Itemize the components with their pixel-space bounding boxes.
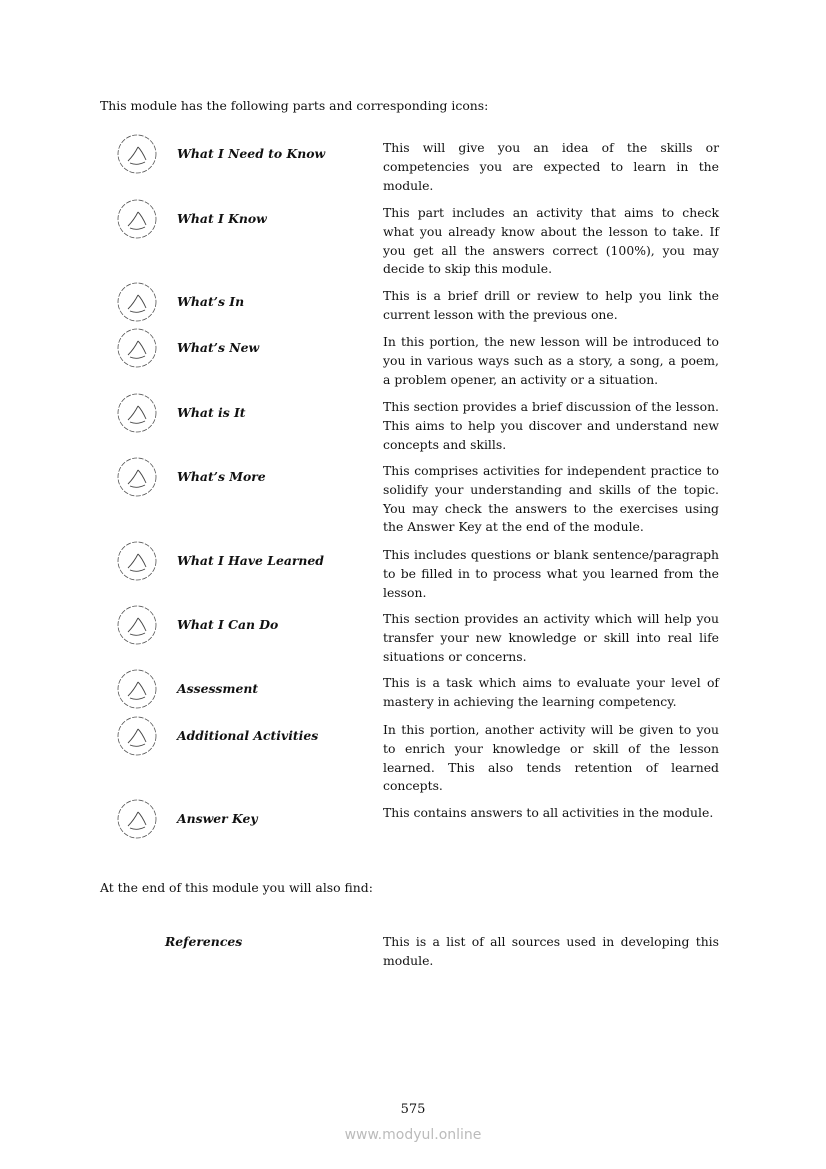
references-desc: This is a list of all sources used in developing this module. [383,934,719,968]
magnifier-icon [116,392,158,434]
part-desc: This will give you an idea of the skills or competencies you are expected to learn in the module. [383,140,719,193]
part-label: What I Can Do [177,617,279,632]
part-desc: This part includes an activity that aims to check what you already know about the lesson to take. If you get all the answers correct (100%), you may decide to skip this module. [383,205,719,277]
part-label: Answer Key [177,811,258,826]
part-desc: This section provides a brief discussion of the lesson. This aims to help you discover and understand new concepts and skills. [383,399,719,452]
part-label: What I Know [177,211,267,226]
flower-hand-icon [116,604,158,646]
lightbulb-icon [116,540,158,582]
hand-leaf-icon [116,327,158,369]
part-label: What’s In [177,294,245,309]
end-intro-text: At the end of this module you will also find: [100,880,373,895]
watermark: www.modyul.online [344,1127,482,1143]
part-label: What I Need to Know [177,146,326,161]
part-desc: In this portion, the new lesson will be introduced to you in various ways such as a story, a song, a poem, a problem opener, an activity or a situation. [383,334,719,387]
part-desc: In this portion, another activity will be given to you to enrich your knowledge or skill of the lesson learned. This also tends retention of learned concepts. [383,722,719,794]
part-desc: This section provides an activity which will help you transfer your new knowledge or skill into real life situations or concerns. [383,611,719,664]
part-label: What I Have Learned [177,553,324,568]
part-desc: This is a task which aims to evaluate your level of mastery in achieving the learning competency. [383,675,719,709]
gears-icon [116,715,158,757]
part-label: What is It [177,405,246,420]
hands-review-icon [116,281,158,323]
pen-writing-icon [116,668,158,710]
part-label: Assessment [177,681,259,696]
page-number: 575 [400,1102,426,1117]
part-label: What’s More [177,469,266,484]
part-label: What’s New [177,340,260,355]
part-desc: This contains answers to all activities in the module. [383,805,714,820]
hand-pointing-icon [116,133,158,175]
key-icon [116,798,158,840]
hand-pencil-icon [116,198,158,240]
part-desc: This comprises activities for independent practice to solidify your understanding and skills of the topic. You may check the answers to the exercises using the Answer Key at the end of the module. [383,463,719,535]
part-desc: This includes questions or blank sentence/paragraph to be filled in to process what you learned from the lesson. [383,547,719,600]
blocks-icon [116,456,158,498]
part-desc: This is a brief drill or review to help you link the current lesson with the previous one. [383,288,719,322]
part-label: Additional Activities [177,728,319,743]
intro-text: This module has the following parts and corresponding icons: [100,98,489,113]
references-label: References [165,934,243,949]
